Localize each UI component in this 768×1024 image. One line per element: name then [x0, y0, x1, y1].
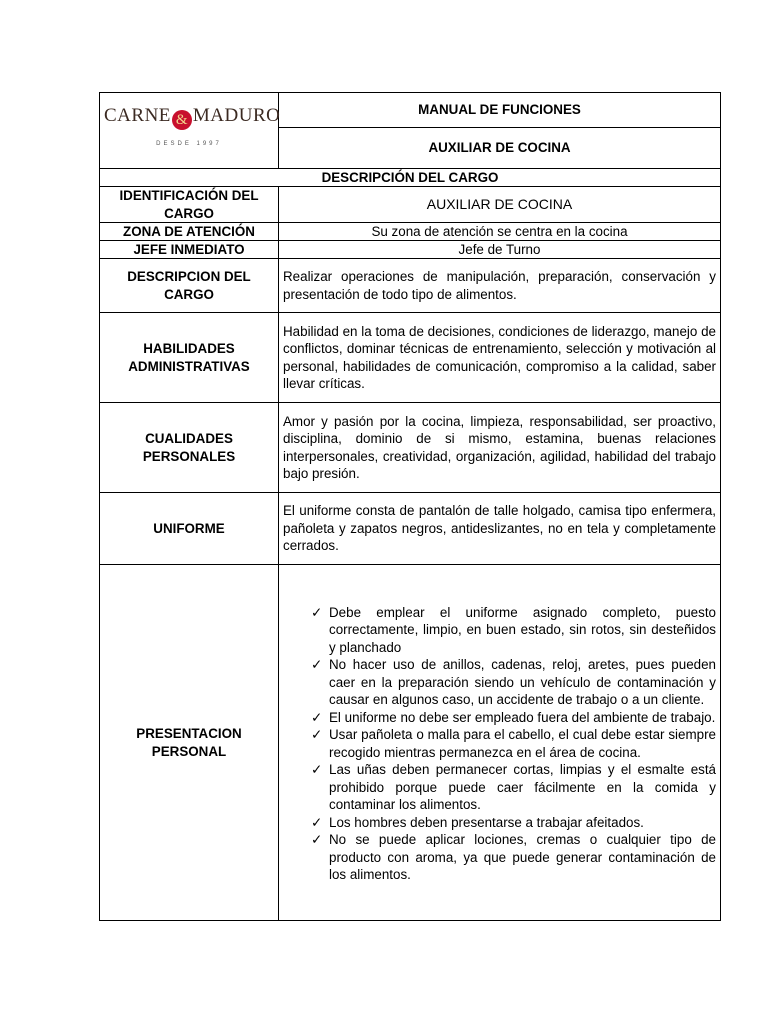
checklist-item: ✓ Usar pañoleta o malla para el cabello, el cual debe estar siempre recogido mientras permanezca en el área de cocina.	[311, 727, 716, 760]
manual-title: MANUAL DE FUNCIONES	[279, 93, 721, 128]
check-icon: ✓	[311, 657, 323, 672]
checklist-item: ✓ Las uñas deben permanecer cortas, limpias y el esmalte está prohibido porque puede caer fácilmente en la comida y contaminar los alimentos.	[311, 762, 716, 812]
row-value-uniforme: El uniforme consta de pantalón de talle holgado, camisa tipo enfermera, pañoleta y zapatos negros, antideslizantes, no en tela y completamente cerrados.	[279, 493, 721, 565]
row-value-jefe: Jefe de Turno	[279, 241, 721, 259]
section-title: DESCRIPCIÓN DEL CARGO	[100, 169, 721, 187]
row-value-habilidades: Habilidad en la toma de decisiones, condiciones de liderazgo, manejo de conflictos, dominar técnicas de entrenamiento, selección y motivación al personal, habilidades de comunicación, compromiso a la calidad, saber llevar críticas.	[279, 313, 721, 403]
logo-tagline: DESDE 1997	[156, 141, 222, 148]
check-icon: ✓	[311, 832, 323, 847]
checklist-item: ✓ No hacer uso de anillos, cadenas, reloj, aretes, pues pueden caer en la preparación siendo un vehículo de contaminación y causar en algunos caso, un accidente de trabajo o a un cliente.	[311, 657, 716, 707]
row-label-jefe: JEFE INMEDIATO	[100, 241, 279, 259]
presentation-checklist	[283, 604, 716, 884]
row-label-zona: ZONA DE ATENCIÓN	[100, 223, 279, 241]
checklist-item: ✓ Debe emplear el uniforme asignado completo, puesto correctamente, limpio, en buen estado, sin rotos, sin desteñidos y planchado	[311, 604, 716, 655]
position-title: AUXILIAR DE COCINA	[279, 128, 721, 169]
checklist-item: ✓ No se puede aplicar lociones, cremas o cualquier tipo de producto con aroma, ya que puede generar contaminación de los alimentos.	[311, 832, 716, 882]
row-label-uniforme: UNIFORME	[100, 493, 279, 565]
check-icon: ✓	[311, 814, 323, 830]
row-label-presentacion: PRESENTACION PERSONAL	[100, 565, 279, 921]
row-label-descripcion: DESCRIPCION DEL CARGO	[100, 259, 279, 313]
row-label-cualidades: CUALIDADES PERSONALES	[100, 403, 279, 493]
check-icon: ✓	[311, 604, 323, 620]
check-icon: ✓	[311, 709, 323, 725]
row-label-identificacion: IDENTIFICACIÓN DEL CARGO	[100, 187, 279, 223]
checklist-item: ✓ El uniforme no debe ser empleado fuera del ambiente de trabajo.	[311, 709, 716, 725]
job-description-table	[99, 92, 721, 921]
row-value-descripcion: Realizar operaciones de manipulación, preparación, conservación y presentación de todo tipo de alimentos.	[279, 259, 721, 313]
brand-logo: CARNE & MADURO	[104, 105, 281, 129]
check-icon: ✓	[311, 727, 323, 742]
checklist-item: ✓ Los hombres deben presentarse a trabajar afeitados.	[311, 814, 644, 830]
row-value-cualidades: Amor y pasión por la cocina, limpieza, responsabilidad, ser proactivo, disciplina, dominio de si mismo, estamina, buenas relaciones interpersonales, creatividad, organización, agilidad, habilidad del trabajo bajo presión.	[279, 403, 721, 493]
row-value-identificacion: AUXILIAR DE COCINA	[279, 187, 721, 223]
row-label-habilidades: HABILIDADES ADMINISTRATIVAS	[100, 313, 279, 403]
row-value-zona: Su zona de atención se centra en la cocina	[279, 223, 721, 241]
check-icon: ✓	[311, 762, 323, 777]
ampersand-seal-icon: &	[172, 110, 192, 130]
row-value-presentacion	[279, 565, 721, 921]
logo-cell	[100, 93, 279, 169]
